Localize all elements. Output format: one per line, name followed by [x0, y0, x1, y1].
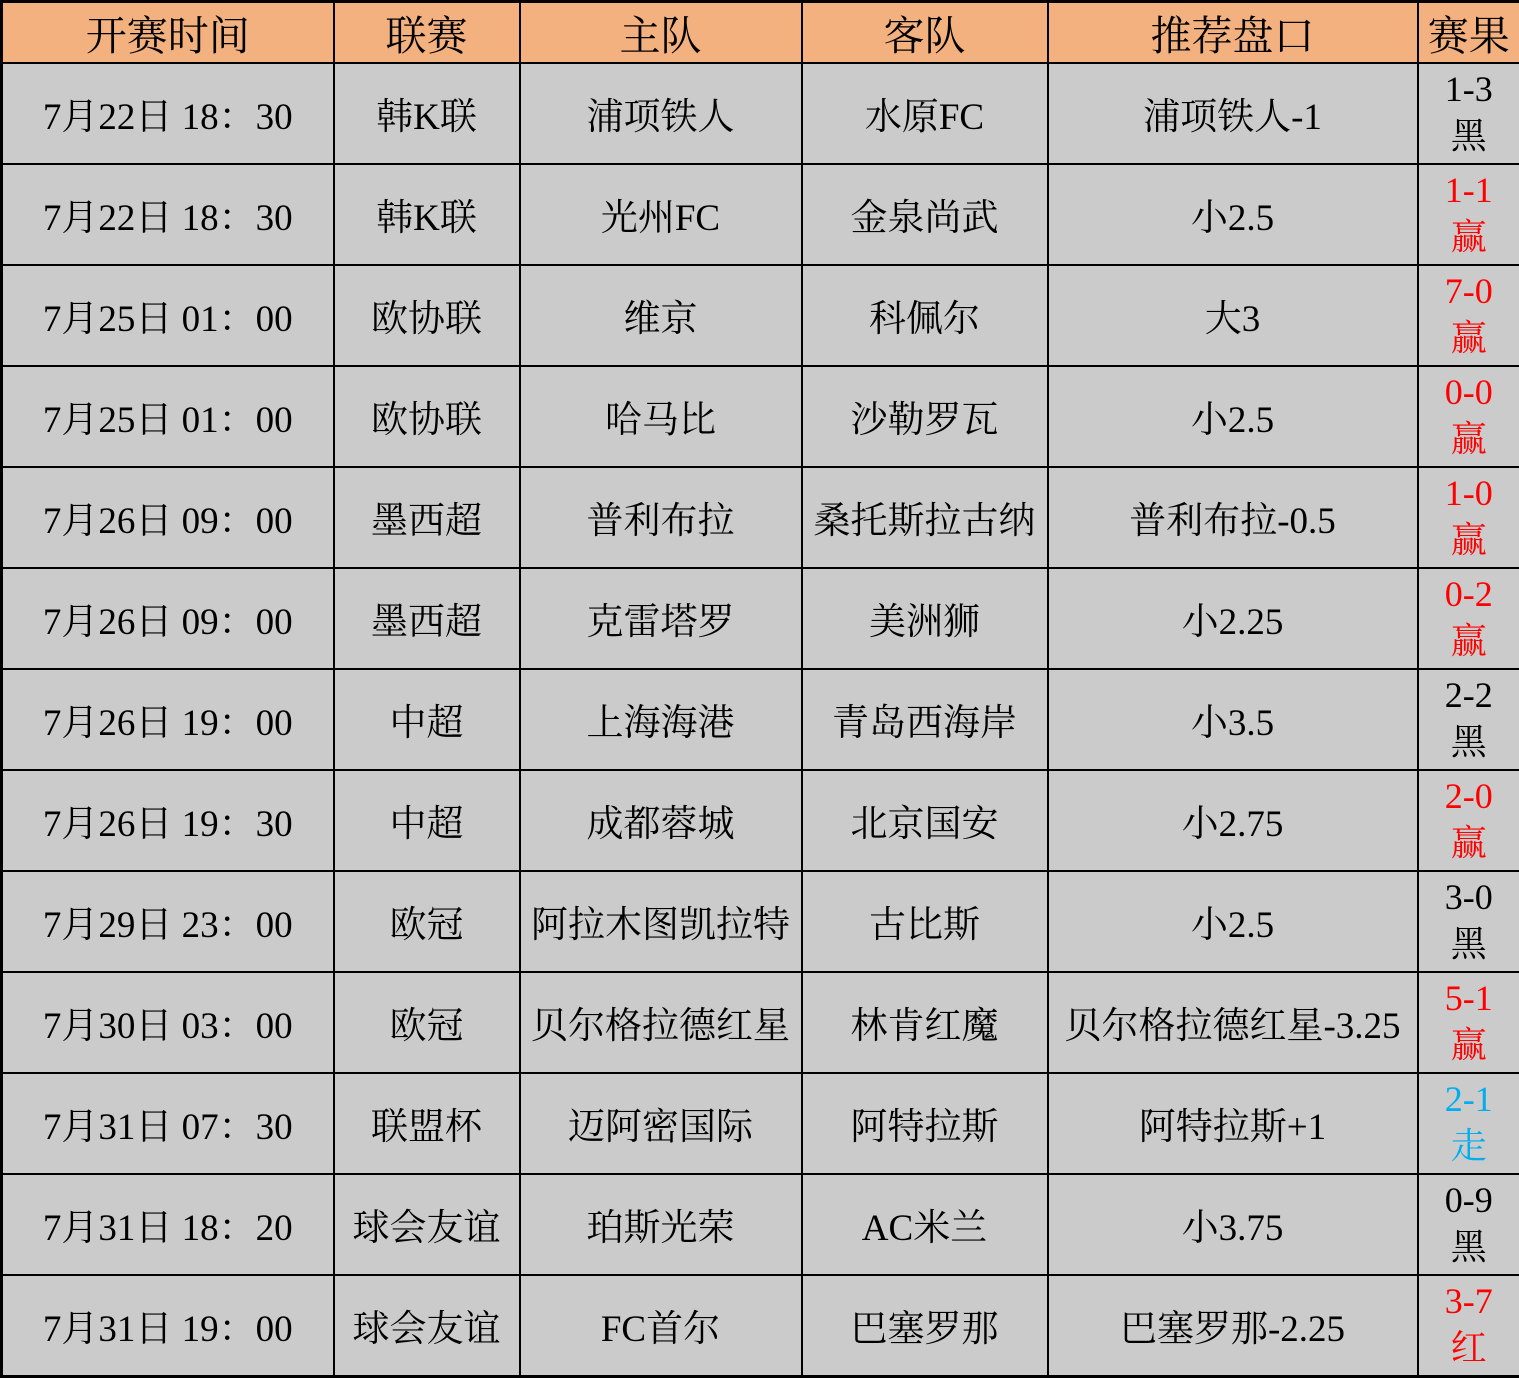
handicap-cell: 大3 — [1048, 265, 1418, 366]
league-cell: 球会友谊 — [334, 1174, 520, 1275]
away-team-cell: 林肯红魔 — [802, 972, 1048, 1073]
away-team-cell: AC米兰 — [802, 1174, 1048, 1275]
time-cell: 7月22日 18：30 — [2, 164, 334, 265]
result-verdict: 赢 — [1450, 823, 1487, 864]
column-header-away: 客队 — [802, 2, 1048, 64]
result-score: 2-1 — [1444, 1079, 1493, 1120]
result-cell — [1418, 63, 1519, 164]
handicap-cell: 小2.5 — [1048, 871, 1418, 972]
handicap-cell: 小2.5 — [1048, 366, 1418, 467]
home-team-cell: 维京 — [520, 265, 802, 366]
home-team-cell: 克雷塔罗 — [520, 568, 802, 669]
home-team-cell: 光州FC — [520, 164, 802, 265]
home-team-cell: 普利布拉 — [520, 467, 802, 568]
table-row — [2, 972, 1519, 1073]
league-cell: 韩K联 — [334, 164, 520, 265]
result-score: 3-7 — [1444, 1281, 1493, 1322]
time-cell: 7月22日 18：30 — [2, 63, 334, 164]
home-team-cell: FC首尔 — [520, 1275, 802, 1377]
away-team-cell: 沙勒罗瓦 — [802, 366, 1048, 467]
handicap-cell: 小3.75 — [1048, 1174, 1418, 1275]
handicap-cell: 小2.75 — [1048, 770, 1418, 871]
league-cell: 墨西超 — [334, 568, 520, 669]
away-team-cell: 科佩尔 — [802, 265, 1048, 366]
table-header — [2, 2, 1519, 64]
table-row — [2, 770, 1519, 871]
time-cell: 7月26日 19：30 — [2, 770, 334, 871]
result-verdict: 赢 — [1450, 419, 1487, 460]
match-table-body — [2, 63, 1519, 1377]
result-verdict: 走 — [1450, 1126, 1487, 1167]
result-cell — [1418, 1073, 1519, 1174]
result-cell — [1418, 770, 1519, 871]
home-team-cell: 贝尔格拉德红星 — [520, 972, 802, 1073]
table-row — [2, 265, 1519, 366]
table-row — [2, 366, 1519, 467]
result-verdict: 黑 — [1450, 722, 1487, 763]
table-row — [2, 871, 1519, 972]
result-cell — [1418, 1174, 1519, 1275]
result-score: 1-1 — [1444, 170, 1493, 211]
league-cell: 欧冠 — [334, 871, 520, 972]
handicap-cell: 小2.25 — [1048, 568, 1418, 669]
result-score: 1-3 — [1444, 69, 1493, 110]
home-team-cell: 珀斯光荣 — [520, 1174, 802, 1275]
time-cell: 7月29日 23：00 — [2, 871, 334, 972]
result-verdict: 赢 — [1450, 217, 1487, 258]
result-verdict: 赢 — [1450, 621, 1487, 662]
home-team-cell: 迈阿密国际 — [520, 1073, 802, 1174]
away-team-cell: 水原FC — [802, 63, 1048, 164]
result-score: 0-9 — [1444, 1180, 1493, 1221]
result-score: 3-0 — [1444, 877, 1493, 918]
result-verdict: 赢 — [1450, 318, 1487, 359]
handicap-cell: 普利布拉-0.5 — [1048, 467, 1418, 568]
result-verdict: 黑 — [1450, 924, 1487, 965]
column-header-league: 联赛 — [334, 2, 520, 64]
league-cell: 墨西超 — [334, 467, 520, 568]
table-row — [2, 1073, 1519, 1174]
result-score: 0-0 — [1444, 372, 1493, 413]
result-verdict: 赢 — [1450, 520, 1487, 561]
table-row — [2, 1275, 1519, 1377]
result-cell — [1418, 568, 1519, 669]
home-team-cell: 成都蓉城 — [520, 770, 802, 871]
away-team-cell: 桑托斯拉古纳 — [802, 467, 1048, 568]
table-row — [2, 63, 1519, 164]
table-row — [2, 568, 1519, 669]
table-row — [2, 467, 1519, 568]
result-cell — [1418, 669, 1519, 770]
time-cell: 7月26日 19：00 — [2, 669, 334, 770]
result-score: 0-2 — [1444, 574, 1493, 615]
header-row — [2, 2, 1519, 64]
away-team-cell: 古比斯 — [802, 871, 1048, 972]
home-team-cell: 阿拉木图凯拉特 — [520, 871, 802, 972]
result-score: 2-2 — [1444, 675, 1493, 716]
result-score: 5-1 — [1444, 978, 1493, 1019]
column-header-handicap: 推荐盘口 — [1048, 2, 1418, 64]
result-verdict: 赢 — [1450, 1025, 1487, 1066]
result-score: 2-0 — [1444, 776, 1493, 817]
home-team-cell: 浦项铁人 — [520, 63, 802, 164]
column-header-time: 开赛时间 — [2, 2, 334, 64]
table-row — [2, 164, 1519, 265]
away-team-cell: 北京国安 — [802, 770, 1048, 871]
league-cell: 欧协联 — [334, 265, 520, 366]
result-verdict: 黑 — [1450, 116, 1487, 157]
time-cell: 7月31日 07：30 — [2, 1073, 334, 1174]
column-header-result: 赛果 — [1418, 2, 1519, 64]
time-cell: 7月26日 09：00 — [2, 467, 334, 568]
handicap-cell: 浦项铁人-1 — [1048, 63, 1418, 164]
result-cell — [1418, 1275, 1519, 1377]
column-header-home: 主队 — [520, 2, 802, 64]
table-row — [2, 1174, 1519, 1275]
league-cell: 欧协联 — [334, 366, 520, 467]
time-cell: 7月25日 01：00 — [2, 366, 334, 467]
time-cell: 7月30日 03：00 — [2, 972, 334, 1073]
away-team-cell: 青岛西海岸 — [802, 669, 1048, 770]
home-team-cell: 上海海港 — [520, 669, 802, 770]
away-team-cell: 巴塞罗那 — [802, 1275, 1048, 1377]
time-cell: 7月31日 18：20 — [2, 1174, 334, 1275]
league-cell: 中超 — [334, 669, 520, 770]
away-team-cell: 阿特拉斯 — [802, 1073, 1048, 1174]
result-score: 1-0 — [1444, 473, 1493, 514]
home-team-cell: 哈马比 — [520, 366, 802, 467]
result-score: 7-0 — [1444, 271, 1493, 312]
away-team-cell: 美洲狮 — [802, 568, 1048, 669]
handicap-cell: 小3.5 — [1048, 669, 1418, 770]
league-cell: 欧冠 — [334, 972, 520, 1073]
league-cell: 中超 — [334, 770, 520, 871]
result-verdict: 红 — [1450, 1328, 1487, 1369]
away-team-cell: 金泉尚武 — [802, 164, 1048, 265]
time-cell: 7月26日 09：00 — [2, 568, 334, 669]
result-cell — [1418, 366, 1519, 467]
result-cell — [1418, 265, 1519, 366]
handicap-cell: 小2.5 — [1048, 164, 1418, 265]
result-verdict: 黑 — [1450, 1227, 1487, 1268]
league-cell: 韩K联 — [334, 63, 520, 164]
handicap-cell: 阿特拉斯+1 — [1048, 1073, 1418, 1174]
handicap-cell: 巴塞罗那-2.25 — [1048, 1275, 1418, 1377]
result-cell — [1418, 164, 1519, 265]
league-cell: 联盟杯 — [334, 1073, 520, 1174]
result-cell — [1418, 467, 1519, 568]
table-row — [2, 669, 1519, 770]
league-cell: 球会友谊 — [334, 1275, 520, 1377]
time-cell: 7月31日 19：00 — [2, 1275, 334, 1377]
time-cell: 7月25日 01：00 — [2, 265, 334, 366]
result-cell — [1418, 972, 1519, 1073]
handicap-cell: 贝尔格拉德红星-3.25 — [1048, 972, 1418, 1073]
result-cell — [1418, 871, 1519, 972]
